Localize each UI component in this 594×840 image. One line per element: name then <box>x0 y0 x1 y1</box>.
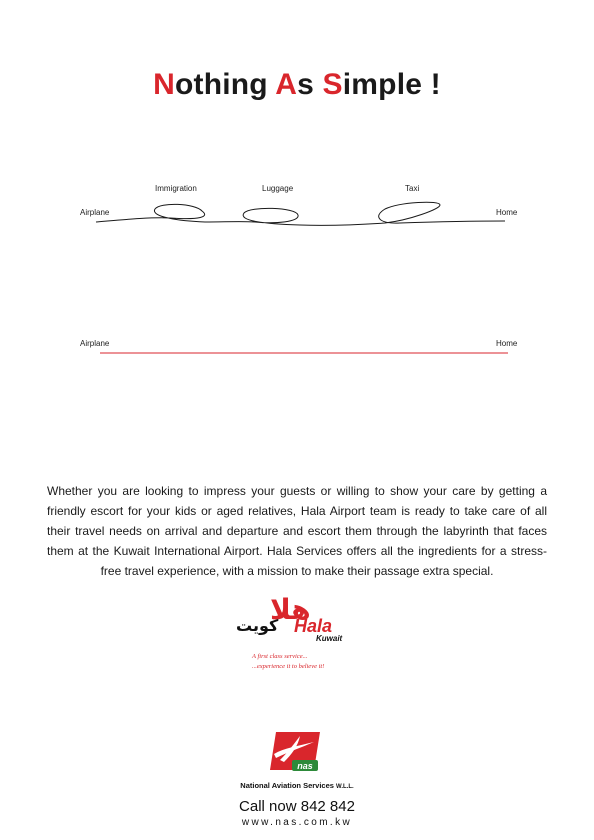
hala-kuwait-logo <box>232 595 362 685</box>
label-luggage: Luggage <box>262 184 294 193</box>
description-paragraph: Whether you are looking to impress your guests or willing to show your care by getting a friendly escort for your kids or aged relatives, Hala Airport team is ready to take care of all their travel needs on arrival and departure and escort them through the labyrinth that faces them at the Kuwait International Airport. Hala Services offers all the ingredients for a stress-free travel experience, with a mission to make their passage extra special. <box>47 484 547 578</box>
title-letter-s: S <box>322 68 343 101</box>
loop-path-line <box>96 202 505 225</box>
company-name <box>0 781 594 790</box>
company-name-text: National Aviation Services <box>240 781 337 790</box>
title-letter-n: N <box>153 68 175 101</box>
label-airplane-direct: Airplane <box>80 339 110 348</box>
title-part-1: othing <box>175 68 276 101</box>
website-url: www.nas.com.kw <box>241 817 353 828</box>
loop-path-diagram <box>0 195 594 245</box>
page-title <box>0 68 594 102</box>
nas-logo-text: nas <box>297 761 313 771</box>
direct-path-diagram <box>0 348 594 358</box>
hala-tagline-2: ...experience it to believe it! <box>252 663 325 670</box>
title-letter-a: A <box>275 68 298 101</box>
label-home-direct: Home <box>496 339 518 348</box>
title-part-2: s <box>297 68 323 101</box>
kuwait-arabic-text: كويت <box>236 616 279 635</box>
label-immigration: Immigration <box>155 184 197 193</box>
title-part-3: imple ! <box>342 68 441 101</box>
nas-logo-icon <box>270 730 324 776</box>
label-home-end: Home <box>496 208 518 217</box>
company-suffix: W.L.L. <box>336 784 354 790</box>
call-number: Call now 842 842 <box>239 798 355 815</box>
hala-tagline-1: A first class service... <box>252 653 308 660</box>
hala-arabic-text: هلا <box>270 593 311 626</box>
hala-kuwait-text: Kuwait <box>316 634 343 643</box>
label-airplane-start: Airplane <box>80 208 110 217</box>
hala-english-text: Hala <box>294 616 333 636</box>
label-taxi: Taxi <box>405 184 420 193</box>
